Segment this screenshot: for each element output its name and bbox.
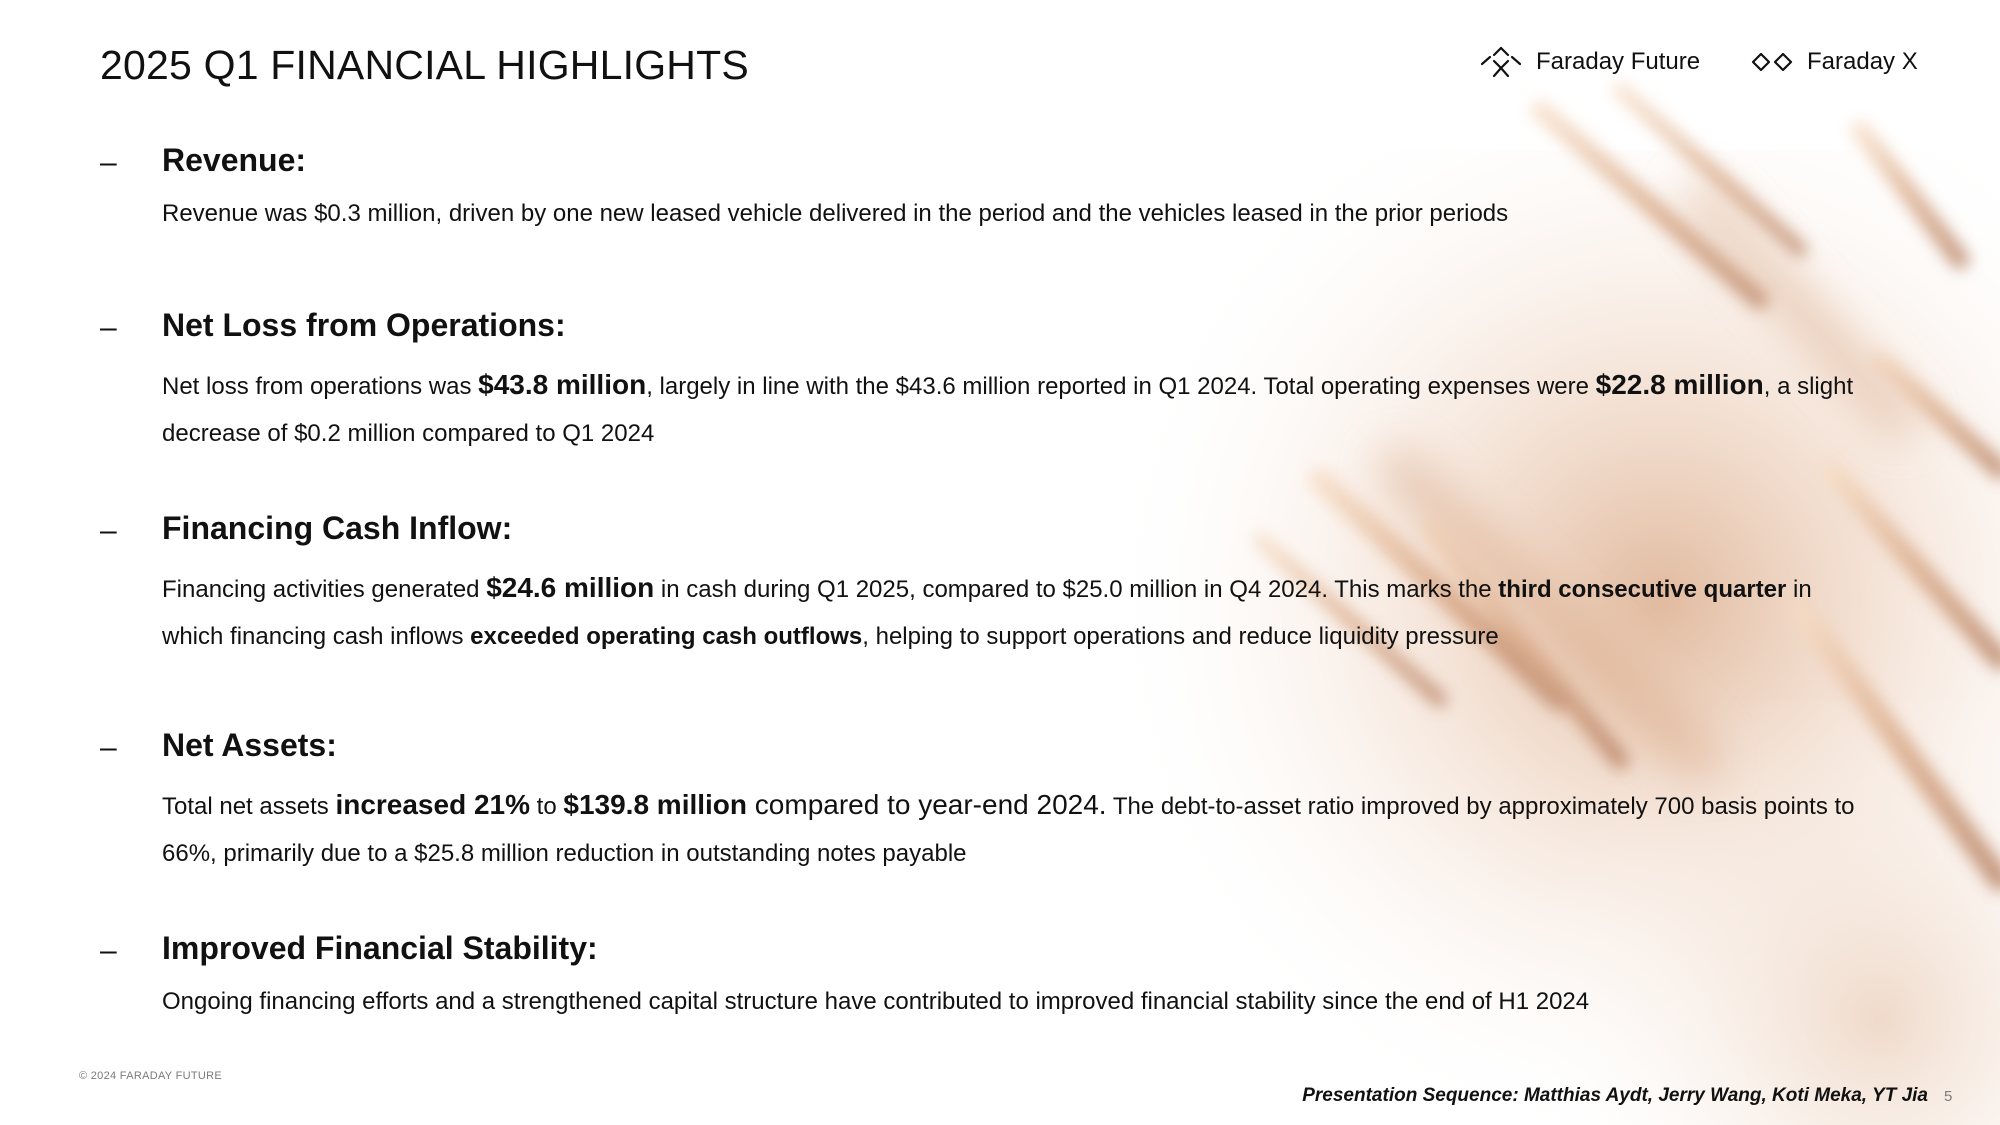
body-text: Revenue was $0.3 million, driven by one new leased vehicle delivered in the period and the vehicles leased in the prior periods [162, 200, 1509, 227]
brand-faraday-x-label: Faraday X [1807, 48, 1918, 75]
fx-logo-icon [1751, 50, 1793, 74]
section-heading: Financing Cash Inflow: [162, 510, 513, 546]
section-net-loss [100, 305, 1860, 455]
body-text: in which financing cash inflows [162, 576, 1812, 650]
section-body [162, 978, 1862, 1025]
body-text: , helping to support operations and reduce liquidity pressure [862, 623, 1499, 650]
body-text: , a slight decrease of $0.2 million compared to Q1 2024 [162, 373, 1854, 447]
page-title: 2025 Q1 FINANCIAL HIGHLIGHTS [100, 42, 749, 88]
section-body [162, 781, 1862, 877]
body-text: Total net assets [162, 793, 336, 820]
body-text-large: compared to year-end 2024. [747, 789, 1107, 820]
body-text: Financing activities generated [162, 576, 487, 603]
bullet-dash: – [100, 311, 117, 344]
body-text: Ongoing financing efforts and a strengthened capital structure have contributed to improved financial stability since the end of H1 2024 [162, 988, 1590, 1015]
section-revenue [100, 140, 1860, 240]
presentation-sequence: Presentation Sequence: Matthias Aydt, Jerry Wang, Koti Meka, YT Jia [1302, 1085, 1928, 1106]
section-heading: Improved Financial Stability: [162, 930, 598, 966]
section-body [162, 190, 1862, 237]
bullet-dash: – [100, 731, 117, 764]
bullet-dash: – [100, 514, 117, 547]
section-body [162, 361, 1862, 457]
ff-logo-icon [1480, 46, 1522, 78]
highlight-text: exceeded operating cash outflows [470, 623, 863, 650]
section-heading: Net Assets: [162, 727, 337, 763]
highlight-text: third consecutive quarter [1498, 576, 1787, 603]
body-text: The debt-to-asset ratio improved by approximately 700 basis points to 66%, primarily due to a $25.8 million reduction in outstanding notes payable [162, 793, 1855, 867]
section-financing [100, 508, 1860, 658]
bullet-dash: – [100, 934, 117, 967]
body-text: to [530, 793, 564, 820]
section-stability [100, 928, 1860, 1028]
brand-faraday-future-label: Faraday Future [1536, 48, 1701, 75]
body-text: , largely in line with the $43.6 million reported in Q1 2024. Total operating expenses were [646, 373, 1596, 400]
highlight-figure: $22.8 million [1595, 369, 1764, 400]
section-heading: Net Loss from Operations: [162, 307, 566, 343]
section-net-assets [100, 725, 1860, 875]
highlight-figure: $43.8 million [478, 369, 647, 400]
highlight-figure: increased 21% [335, 789, 531, 820]
highlight-figure: $24.6 million [486, 572, 655, 603]
brand-faraday-future [1480, 44, 1700, 80]
page-number: 5 [1944, 1088, 1953, 1105]
highlight-figure: $139.8 million [563, 789, 748, 820]
body-text: in cash during Q1 2025, compared to $25.0 million in Q4 2024. This marks the [654, 576, 1499, 603]
bullet-dash: – [100, 146, 117, 179]
brand-faraday-x [1751, 44, 1918, 80]
copyright: © 2024 FARADAY FUTURE [79, 1070, 222, 1082]
body-text: Net loss from operations was [162, 373, 479, 400]
section-heading: Revenue: [162, 142, 307, 178]
section-body [162, 564, 1862, 660]
